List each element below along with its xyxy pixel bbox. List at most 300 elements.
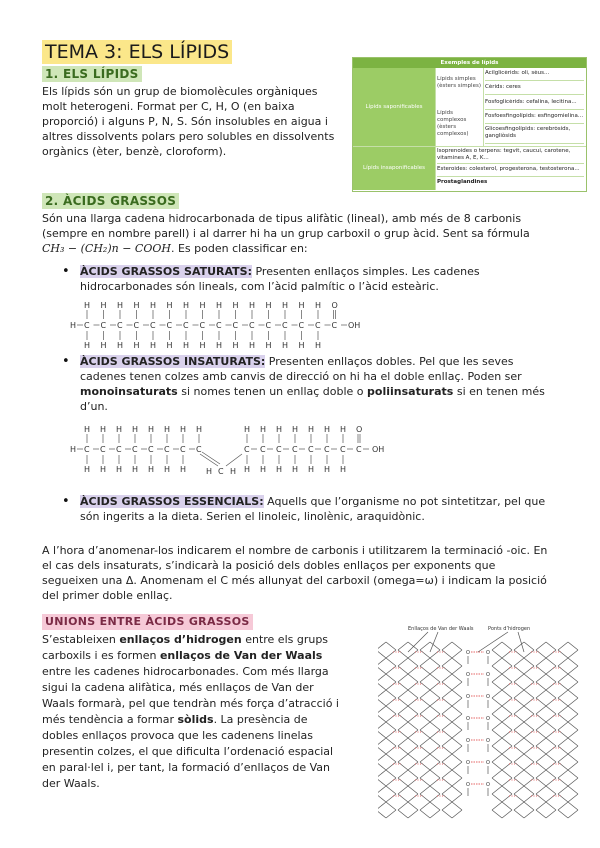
chain-bond xyxy=(568,698,578,706)
unsaturated-text: Presenten enllaços dobles. Pel que les seves xyxy=(265,355,514,368)
chain-bond xyxy=(568,778,578,786)
chain-bond xyxy=(408,690,418,698)
chain-bond xyxy=(514,714,524,722)
chem-h-atom: H xyxy=(164,465,171,474)
section2-intro xyxy=(42,211,587,256)
chain-bond xyxy=(502,682,512,690)
bullet-dot: • xyxy=(62,264,70,279)
chain-bond xyxy=(536,786,546,794)
chem-h-atom: H xyxy=(100,425,107,434)
chem-h-atom: H xyxy=(315,301,322,310)
chain-bond xyxy=(502,778,512,786)
chain-bond xyxy=(524,722,534,730)
chain-bond xyxy=(386,770,396,778)
chain-bond xyxy=(386,706,396,714)
table-title: Exemples de lípids xyxy=(353,58,586,68)
chain-bond xyxy=(408,786,418,794)
chain-bond xyxy=(378,666,386,674)
chain-bond xyxy=(420,730,430,738)
chain-bond xyxy=(502,658,512,666)
chain-bond xyxy=(442,690,452,698)
chain-bond xyxy=(378,658,386,666)
chain-bond xyxy=(378,690,386,698)
fig-label-vdw: Enllaços de Van der Waals xyxy=(408,626,474,632)
chain-bond xyxy=(502,698,512,706)
chain-bond xyxy=(546,690,556,698)
chain-bond xyxy=(442,706,452,714)
chain-bond xyxy=(558,738,568,746)
chem-h-atom: H xyxy=(232,301,239,310)
chain-bond xyxy=(558,674,568,682)
chain-bond xyxy=(536,642,546,650)
chain-bond xyxy=(502,706,512,714)
chain-bond xyxy=(502,754,512,762)
section1-heading: 1. ELS LÍPIDS xyxy=(42,66,142,82)
chain-bond xyxy=(430,658,440,666)
saturated-label: ÀCIDS GRASSOS SATURATS: xyxy=(80,265,252,278)
chem-h-atom: H xyxy=(206,467,213,476)
chem-h-atom: H xyxy=(100,341,107,350)
chain-bond xyxy=(386,714,396,722)
chain-bond xyxy=(568,746,578,754)
chain-bond xyxy=(514,658,524,666)
chain-bond xyxy=(386,754,396,762)
chem-o-atom: O xyxy=(486,738,490,744)
chain-bond xyxy=(536,650,546,658)
chain-bond xyxy=(378,714,386,722)
chain-bond xyxy=(568,802,578,810)
chain-bond xyxy=(452,658,462,666)
chain-bond xyxy=(536,682,546,690)
chain-bond xyxy=(420,762,430,770)
table-divider xyxy=(353,146,586,147)
chain-bond xyxy=(492,738,502,746)
chain-bond xyxy=(398,650,408,658)
chem-c-atom: C xyxy=(282,321,288,330)
chem-o-atom: O xyxy=(331,301,338,310)
chain-bond xyxy=(386,642,396,650)
chain-bond xyxy=(502,746,512,754)
chain-bond xyxy=(524,802,534,810)
table-row: Fosfoglicèrids: cefalina, lecitina... xyxy=(485,99,584,110)
chain-bond xyxy=(408,682,418,690)
chain-bond xyxy=(502,690,512,698)
chain-bond xyxy=(524,770,534,778)
chem-c-atom: C xyxy=(196,445,202,454)
chain-bond xyxy=(514,810,524,818)
chain-bond xyxy=(558,778,568,786)
chain-bond xyxy=(442,682,452,690)
s3-text: més tendència a formar xyxy=(42,713,178,726)
chain-bond xyxy=(546,778,556,786)
chain-bond xyxy=(386,786,396,794)
chem-h-atom: H xyxy=(199,301,206,310)
chain-bond xyxy=(452,730,462,738)
chain-bond xyxy=(546,794,556,802)
bullet-dot: • xyxy=(62,494,70,509)
van-der-waals-term: enllaços de Van der Waals xyxy=(159,649,323,662)
chain-bond xyxy=(492,762,502,770)
bullet-unsaturated xyxy=(80,354,585,414)
chain-bond xyxy=(442,754,452,762)
chem-h-atom: H xyxy=(216,301,223,310)
chem-o-atom: O xyxy=(466,782,470,788)
chem-c-atom: C xyxy=(183,321,189,330)
chain-bond xyxy=(386,778,396,786)
chain-bond xyxy=(524,642,534,650)
chain-bond xyxy=(452,666,462,674)
chain-bond xyxy=(514,794,524,802)
chem-h-atom: H xyxy=(292,425,299,434)
chain-bond xyxy=(546,762,556,770)
chain-bond xyxy=(492,722,502,730)
chain-bond xyxy=(546,642,556,650)
section1-line: altres dissolvents polars pero solubles en dissolvents xyxy=(42,130,335,143)
chain-bond xyxy=(568,730,578,738)
section3-text xyxy=(42,632,372,792)
essential-label: ÀCIDS GRASSOS ESSENCIALS: xyxy=(80,495,264,508)
chain-bond xyxy=(386,690,396,698)
chem-c-atom: C xyxy=(116,445,122,454)
section1-text xyxy=(42,84,342,159)
chem-c-atom: C xyxy=(148,445,154,454)
chain-bond xyxy=(536,706,546,714)
chain-bond xyxy=(452,738,462,746)
chain-bond xyxy=(386,738,396,746)
chain-bond xyxy=(536,714,546,722)
essential-text: són ingerits a la dieta. Serien el linoleic, linolènic, araquidònic. xyxy=(80,510,425,523)
solids-term: sòlids xyxy=(177,713,214,726)
chain-bond xyxy=(430,714,440,722)
chain-bond xyxy=(502,650,512,658)
s3-text: der Waals. xyxy=(42,777,100,790)
chain-bond xyxy=(420,650,430,658)
chain-bond xyxy=(408,810,418,818)
chem-o-atom: O xyxy=(486,694,490,700)
chain-bond xyxy=(558,714,568,722)
chain-bond xyxy=(502,794,512,802)
chem-h-atom: H xyxy=(265,301,272,310)
chain-bond xyxy=(378,794,386,802)
chain-bond xyxy=(502,722,512,730)
table-row: Esteroides: colesterol, progesterona, testosterona... xyxy=(437,166,584,177)
s3-text: carboxils i es formen xyxy=(42,649,160,662)
chain-bond xyxy=(524,682,534,690)
annotation-line xyxy=(518,632,524,652)
intro-line xyxy=(42,241,587,256)
chem-h-atom: H xyxy=(249,341,256,350)
chain-bond xyxy=(378,682,386,690)
chain-bond xyxy=(420,722,430,730)
chem-h-atom: H xyxy=(166,301,173,310)
chem-h-atom: H xyxy=(148,465,155,474)
chem-h-atom: H xyxy=(84,301,91,310)
chain-bond xyxy=(378,650,386,658)
chem-h-atom: H xyxy=(199,341,206,350)
chain-bond xyxy=(420,738,430,746)
section2-heading: 2. ÀCIDS GRASSOS xyxy=(42,193,179,209)
chain-bond xyxy=(524,650,534,658)
chain-bond xyxy=(514,650,524,658)
chem-h-atom: H xyxy=(298,301,305,310)
chain-bond xyxy=(408,698,418,706)
table-row: Isoprenoides o terpens: tegvit, caucui, carotene, vitamines A, E, K... xyxy=(437,148,584,164)
chain-bond xyxy=(502,786,512,794)
chain-bond xyxy=(398,706,408,714)
chain-bond xyxy=(420,810,430,818)
saturated-text: Presenten enllaços simples. Les cadenes xyxy=(252,265,480,278)
chain-bond xyxy=(442,810,452,818)
chem-h-atom: H xyxy=(249,301,256,310)
chem-h-atom: H xyxy=(244,425,251,434)
chain-bond xyxy=(536,778,546,786)
chain-bond xyxy=(568,762,578,770)
chain-bond xyxy=(558,706,568,714)
chem-h-atom: H xyxy=(117,341,124,350)
chain-bond xyxy=(452,642,462,650)
chain-bond xyxy=(536,770,546,778)
chain-bond xyxy=(546,810,556,818)
chain-bond xyxy=(546,770,556,778)
chain-bond xyxy=(408,778,418,786)
chain-bond xyxy=(398,770,408,778)
chain-bond xyxy=(568,650,578,658)
fatty-acid-formula: CH₃ − (CH₂)n − COOH xyxy=(42,242,171,255)
chem-h-atom: H xyxy=(116,425,123,434)
chem-c-atom: C xyxy=(356,445,362,454)
chain-bond xyxy=(524,778,534,786)
chain-bond xyxy=(420,786,430,794)
chain-bond xyxy=(514,770,524,778)
chem-h-atom: H xyxy=(150,341,157,350)
chain-bond xyxy=(408,754,418,762)
chain-bond xyxy=(452,722,462,730)
chem-h-atom: H xyxy=(117,301,124,310)
chain-bond xyxy=(398,698,408,706)
s3-text: en paral·lel i, per tant, la formació d’enllaços de Van xyxy=(42,761,331,774)
s3-text: Waals formarà, pel que tendràn més força d’atracció i xyxy=(42,697,339,710)
fatty-acid-interactions-figure xyxy=(378,622,590,822)
chain-bond xyxy=(442,762,452,770)
chain-bond xyxy=(430,770,440,778)
intro-line-end: . Es poden classificar en: xyxy=(170,242,308,255)
chain-bond xyxy=(386,762,396,770)
chain-bond xyxy=(398,674,408,682)
chain-bond xyxy=(386,674,396,682)
chain-bond xyxy=(398,754,408,762)
chain-bond xyxy=(378,746,386,754)
chain-bond xyxy=(386,794,396,802)
chain-bond xyxy=(558,770,568,778)
chem-h-atom: H xyxy=(324,465,331,474)
chain-bond xyxy=(546,746,556,754)
chain-bond xyxy=(514,722,524,730)
chem-h-atom: H xyxy=(70,445,77,454)
chain-bond xyxy=(408,650,418,658)
chem-h-atom: H xyxy=(100,465,107,474)
bullet-essential xyxy=(80,494,585,524)
chem-h-atom: H xyxy=(164,425,171,434)
chem-h-atom: H xyxy=(180,425,187,434)
chain-bond xyxy=(524,690,534,698)
chain-bond xyxy=(502,674,512,682)
annotation-line xyxy=(408,632,428,652)
naming-line: A l’hora d’anomenar-los indicarem el nombre de carbonis i utilitzarem la terminació -oic. En xyxy=(42,544,548,557)
chain-bond xyxy=(514,698,524,706)
chain-bond xyxy=(514,690,524,698)
chain-bond xyxy=(398,738,408,746)
chain-bond xyxy=(430,666,440,674)
chain-bond xyxy=(452,706,462,714)
chain-bond xyxy=(408,658,418,666)
chain-bond xyxy=(502,810,512,818)
chain-bond xyxy=(546,714,556,722)
naming-line: segueixen una Δ. Anomenam el C més allunyat del carboxil (omega=ω) i indicam la posició xyxy=(42,574,547,587)
chain-bond xyxy=(398,794,408,802)
chain-bond xyxy=(502,666,512,674)
chem-h-atom: H xyxy=(133,301,140,310)
chem-h-atom: H xyxy=(276,425,283,434)
chem-c-atom: C xyxy=(133,321,140,330)
chain-bond xyxy=(524,794,534,802)
chain-bond xyxy=(514,706,524,714)
chem-o-atom: O xyxy=(466,694,470,700)
naming-paragraph xyxy=(42,543,590,603)
chain-bond xyxy=(492,810,502,818)
chain-bond xyxy=(452,674,462,682)
chain-bond xyxy=(430,754,440,762)
chem-c-atom: C xyxy=(298,321,305,330)
saturated-chain-diagram xyxy=(70,298,380,350)
chain-bond xyxy=(536,810,546,818)
chain-bond xyxy=(558,690,568,698)
chain-bond xyxy=(378,722,386,730)
chain-bond xyxy=(442,650,452,658)
chain-bond xyxy=(442,746,452,754)
chain-bond xyxy=(524,738,534,746)
chain-bond xyxy=(536,658,546,666)
chain-bond xyxy=(546,682,556,690)
chain-bond xyxy=(452,786,462,794)
chem-o-atom: O xyxy=(356,425,363,434)
chain-bond xyxy=(442,802,452,810)
chain-bond xyxy=(568,786,578,794)
chain-bond xyxy=(536,730,546,738)
chain-bond xyxy=(398,722,408,730)
chain-bond xyxy=(546,698,556,706)
section1-line: Els lípids són un grup de biomolècules orgàniques xyxy=(42,85,318,98)
chem-o-atom: O xyxy=(466,760,470,766)
chain-bond xyxy=(568,722,578,730)
chain-bond xyxy=(546,658,556,666)
chain-bond xyxy=(408,666,418,674)
unsaturated-text: si nomes tenen un enllaç doble o xyxy=(177,385,368,398)
chain-bond xyxy=(492,730,502,738)
chem-double-bond xyxy=(200,454,218,466)
chain-bond xyxy=(514,786,524,794)
chem-h-atom: H xyxy=(116,465,123,474)
chem-double-bond xyxy=(202,452,220,464)
chain-bond xyxy=(524,762,534,770)
s3-text: dobles enllaços provoca que les cadenens linelas xyxy=(42,729,313,742)
chem-c-atom: C xyxy=(84,321,90,330)
chain-bond xyxy=(558,746,568,754)
chain-bond xyxy=(420,714,430,722)
s3-text: entre les cadenes hidrocarbonades. Com més llarga xyxy=(42,665,329,678)
lipids-table xyxy=(352,57,587,192)
chain-bond xyxy=(430,730,440,738)
chain-bond xyxy=(430,778,440,786)
chain-bond xyxy=(558,730,568,738)
chain-bond xyxy=(378,754,386,762)
table-divider xyxy=(435,68,436,190)
section1-line: proporció) i alguns P, N, S. Són insolubles en aigua i xyxy=(42,115,328,128)
chain-bond xyxy=(492,786,502,794)
chain-bond xyxy=(568,770,578,778)
chain-bond xyxy=(408,714,418,722)
chain-bond xyxy=(514,778,524,786)
chain-bond xyxy=(442,770,452,778)
chain-bond xyxy=(420,754,430,762)
chem-h-atom: H xyxy=(298,341,305,350)
chain-bond xyxy=(430,706,440,714)
naming-line: el cas dels insaturats, s’indicarà la posició dels dobles enllaços per exponents que xyxy=(42,559,496,572)
chain-bond xyxy=(536,754,546,762)
chain-bond xyxy=(536,722,546,730)
chain-bond xyxy=(502,802,512,810)
chem-h-atom: H xyxy=(308,425,315,434)
chain-bond xyxy=(378,762,386,770)
chain-bond xyxy=(492,690,502,698)
chain-bond xyxy=(514,674,524,682)
chain-bond xyxy=(492,714,502,722)
chain-bond xyxy=(514,730,524,738)
chain-bond xyxy=(430,650,440,658)
chain-bond xyxy=(546,730,556,738)
chain-bond xyxy=(492,706,502,714)
chem-c-atom: C xyxy=(249,321,255,330)
chem-h-atom: H xyxy=(308,465,315,474)
page-title: TEMA 3: ELS LÍPIDS xyxy=(42,40,232,64)
chain-bond xyxy=(502,762,512,770)
s3-text: S’estableixen xyxy=(42,633,120,646)
chain-bond xyxy=(408,706,418,714)
chain-bond xyxy=(452,714,462,722)
chain-bond xyxy=(514,746,524,754)
chem-h-atom: H xyxy=(166,341,173,350)
monounsaturated-term: monoinsaturats xyxy=(80,385,178,398)
chain-bond xyxy=(386,730,396,738)
chain-bond xyxy=(558,650,568,658)
chain-bond xyxy=(492,794,502,802)
chem-o-atom: O xyxy=(486,760,490,766)
chain-bond xyxy=(514,682,524,690)
table-group-insaponificable: Lípids insaponificables xyxy=(353,147,435,190)
chem-h-atom: H xyxy=(84,465,91,474)
chain-bond xyxy=(524,714,534,722)
chain-bond xyxy=(420,746,430,754)
chain-bond xyxy=(442,730,452,738)
chain-bond xyxy=(386,682,396,690)
chain-bond xyxy=(398,658,408,666)
chain-bond xyxy=(492,658,502,666)
chain-bond xyxy=(398,666,408,674)
chain-bond xyxy=(568,754,578,762)
section3-heading: UNIONS ENTRE ÀCIDS GRASSOS xyxy=(42,614,253,630)
s3-text: sigui la cadena alifàtica, més enllaços de Van der xyxy=(42,681,314,694)
chain-bond xyxy=(492,650,502,658)
chain-bond xyxy=(524,658,534,666)
